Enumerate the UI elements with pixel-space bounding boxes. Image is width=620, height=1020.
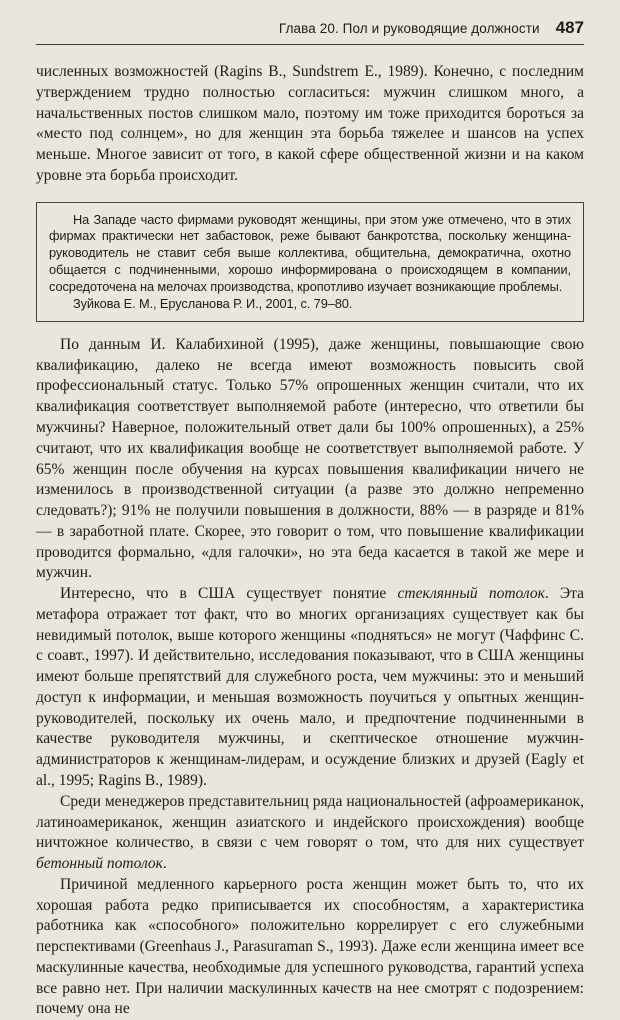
quote-text: На Западе часто фирмами руководят женщины, при этом уже отмечено, что в этих фирмах практически нет забастовок, реже бывают банкротства, поскольку женщина-руководитель не ставит себя выше коллектива, общительна, демократична, охотно общается с подчиненными, хорошо информирована о происходящем в компании, сосредоточена на мелочах производства, кропотливо изучает возникающие проблемы.: [49, 211, 571, 295]
paragraph-3-text: Интересно, что в США существует понятие: [60, 585, 398, 603]
term-glass-ceiling: стеклянный потолок: [397, 585, 545, 603]
paragraph-4-text: Среди менеджеров представительниц ряда национальностей (афроамериканок, латиноамериканок, женщин азиатского и индейского происхождения) вообще ничтожное количество, в связи с чем говорят о том, что для них существует: [36, 792, 584, 852]
page-body: [36, 62, 584, 1020]
body-paragraph-1: численных возможностей (Ragins B., Sundstrem E., 1989). Конечно, с последним утверждением трудно полностью согласиться: мужчин слишком много, а начальственных постов слишком мало, поэтому им тоже приходится бороться за «место под солнцем», но для женщин эта борьба тяжелее и шансов на успех меньше. Многое зависит от того, в какой сфере общественной жизни и на каком уровне эта борьба происходит.: [36, 63, 584, 184]
body-paragraph-2: По данным И. Калабихиной (1995), даже женщины, повышающие свою квалификацию, далеко не всегда имеют возможность повысить свой профессиональный статус. Только 57% опрошенных женщин считали, что их квалификация соответствует выполняемой работе (интересно, что ответили бы мужчины? Наверное, положительный ответ дали бы 100% опрошенных), а 25% считают, что их квалификация вообще не соответствует выполняемой работе. У 65% женщин после обучения на курсах повышения квалификации ничего не изменилось в производственной ситуации (а разве это должно непременно следовать?); 91% не получили повышения в должности, 88% — в разряде и 81% — в заработной плате. Скорее, это говорит о том, что повышение квалификации проводится формально, «для галочки», но эта беда касается в такой же мере и мужчин.: [36, 335, 584, 582]
body-paragraph-5: Причиной медленного карьерного роста женщин может быть то, что их хорошая работа редко приписывается их способностям, а характеристика работника как «способного» положительно коррелирует с его служебными перспективами (Greenhaus J., Parasuraman S., 1993). Даже если женщина имеет все маскулинные качества, необходимые для успешного руководства, гарантий успеха все равно нет. При наличии маскулинных качеств на нее смотрят с подозрением: почему она не: [36, 875, 584, 1018]
running-title: Глава 20. Пол и руководящие должности: [278, 21, 540, 36]
paragraph-3-text-continued: . Эта метафора отражает тот факт, что во многих организациях существует как бы невидимый потолок, выше которого женщины «подняться» не могут (Чаффинс С. с соавт., 1997). И действительно, исследования показывают, что в США женщины имеют больше препятствий для служебного роста, чем мужчины: это и меньший доступ к информации, и меньшая возможность поучиться у опытных женщин-руководителей, поскольку их очень мало, и предпочтение подчиненными в качестве руководителя мужчины, и скептическое отношение мужчин-администраторов к женщинам-лидерам, и осуждение близких и друзей (Eagly et al., 1995; Ragins B., 1989).: [36, 585, 585, 790]
paragraph-4-text-continued: .: [162, 855, 167, 873]
body-paragraph-3: [36, 584, 584, 792]
page-number: 487: [555, 18, 584, 37]
quote-attribution: Зуйкова Е. М., Ерусланова Р. И., 2001, с. 79–80.: [73, 296, 353, 312]
page-header: [36, 18, 584, 45]
body-paragraph-4: [36, 792, 584, 875]
term-concrete-ceiling: бетонный потолок: [36, 855, 163, 873]
quote-box: [36, 202, 584, 322]
